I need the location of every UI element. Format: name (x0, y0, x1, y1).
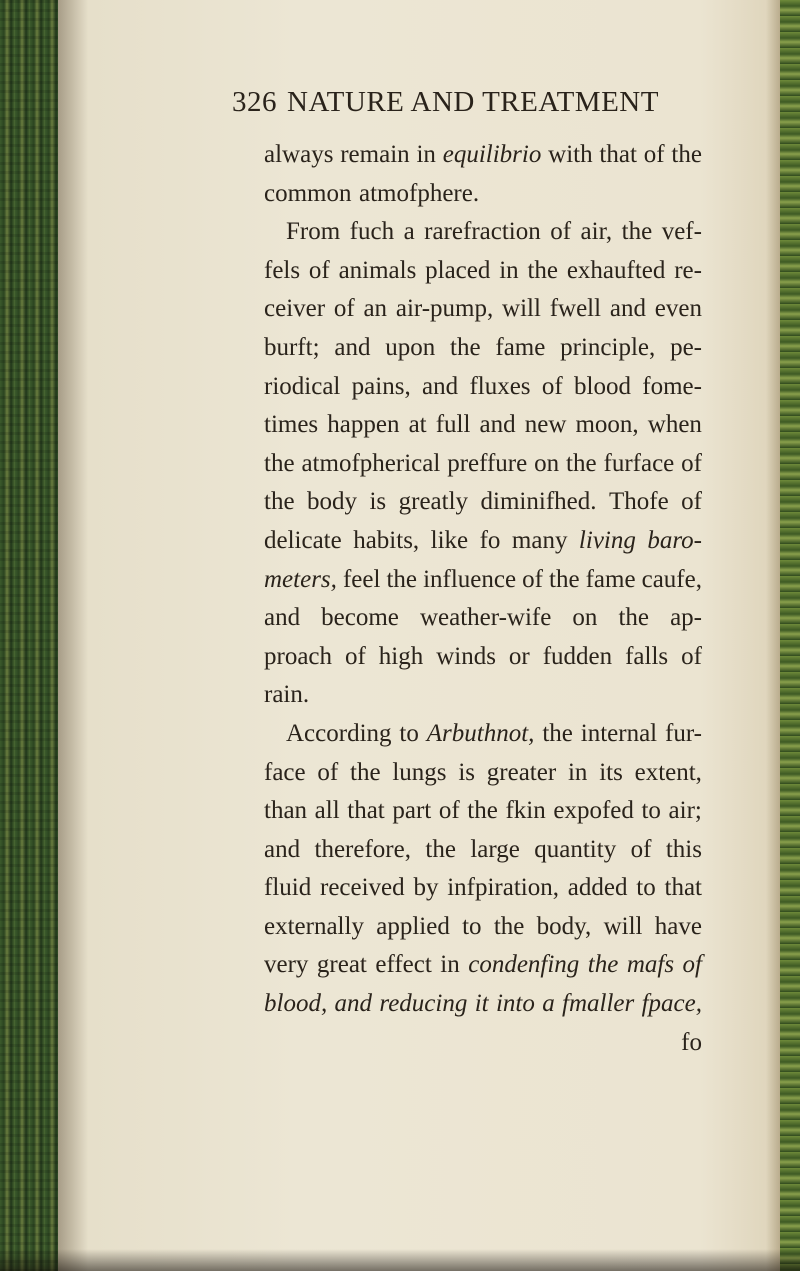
word: is (369, 488, 387, 516)
word: expofed (553, 797, 634, 825)
gutter-shadow (58, 0, 88, 1271)
text-line (264, 175, 702, 214)
word: like (430, 526, 469, 554)
text-line (264, 290, 702, 329)
word: by (413, 874, 439, 902)
word: fwell (549, 295, 602, 323)
word: full (435, 411, 471, 439)
word: face (264, 758, 306, 786)
word: extent, (634, 758, 702, 786)
word: re- (674, 256, 702, 284)
word: that (599, 141, 637, 168)
word: fmaller (562, 990, 635, 1018)
word: atmofphere. (359, 179, 480, 207)
word: furface (603, 449, 675, 477)
text-line (264, 522, 702, 561)
text-line (264, 252, 702, 291)
word: greater (486, 758, 557, 786)
word: fluid (264, 874, 312, 902)
text-line (264, 213, 702, 252)
word: fkin (505, 797, 546, 825)
text-line (264, 908, 702, 947)
word: of (317, 758, 339, 786)
word: common (264, 179, 352, 207)
word: of (438, 797, 460, 825)
word: mafs (626, 951, 675, 979)
text-line (264, 406, 702, 445)
word: Arbuthnot, (426, 719, 535, 747)
text-line (264, 483, 702, 522)
word: feel (342, 565, 381, 593)
word: of (681, 488, 702, 516)
body-text (264, 136, 702, 1062)
word: delicate (264, 526, 342, 554)
word: will (603, 912, 643, 940)
word: exhaufted (566, 256, 666, 284)
word: happen (327, 411, 400, 439)
word: vef- (661, 218, 702, 246)
word: it (474, 990, 489, 1018)
word: and (422, 372, 459, 400)
word: to (399, 719, 419, 747)
word: a (542, 990, 555, 1018)
word: all (314, 797, 340, 825)
word: quantity (534, 835, 617, 863)
word: the (671, 141, 702, 168)
word: greatly (398, 488, 469, 516)
word: preffure (447, 449, 528, 477)
word: its (599, 758, 623, 786)
word: and (609, 295, 646, 323)
word: and (334, 990, 373, 1018)
word: From (286, 218, 341, 246)
word: when (647, 411, 702, 439)
word: the (621, 218, 653, 246)
word: condenfing (468, 951, 580, 979)
word: Thofe (608, 488, 669, 516)
word: very (264, 951, 309, 979)
text-line (264, 638, 702, 677)
word: many (511, 526, 568, 554)
word: high (378, 642, 424, 670)
word: fame (495, 333, 546, 361)
word: reducing (379, 990, 468, 1018)
word: upon (385, 333, 436, 361)
word: placed (425, 256, 491, 284)
text-line (264, 561, 702, 600)
word: of (682, 951, 702, 979)
word: new (524, 411, 567, 439)
word: in (499, 256, 519, 284)
word: living (578, 526, 636, 554)
text-line (264, 599, 702, 638)
word: of (550, 218, 572, 246)
book-binding-edge (0, 0, 58, 1271)
page-number: 326 (232, 86, 277, 118)
text-line (264, 445, 702, 484)
text-line (264, 368, 702, 407)
text-line (264, 676, 702, 715)
word: infpiration, (447, 874, 559, 902)
text-line (264, 869, 702, 908)
word: fur- (665, 719, 702, 747)
word: and (264, 835, 301, 863)
word: equilibrio (442, 141, 542, 168)
word: body, (536, 912, 592, 940)
word: the (542, 719, 573, 747)
word: animals (338, 256, 417, 284)
running-head (232, 86, 659, 119)
word: air; (668, 797, 702, 825)
word: blood (574, 372, 631, 400)
word: pains, (351, 372, 411, 400)
word: remain (340, 141, 410, 168)
word: atmofpherical (301, 449, 441, 477)
text-line (264, 754, 702, 793)
word: times (264, 411, 319, 439)
word: fome- (642, 372, 702, 400)
word: moon, (575, 411, 639, 439)
word: fuch (349, 218, 395, 246)
text-line (264, 329, 702, 368)
word: applied (376, 912, 450, 940)
word: of (681, 449, 702, 477)
word: the (425, 835, 456, 863)
word: fo (681, 1028, 702, 1056)
text-line (264, 715, 702, 754)
word: air-pump, (395, 295, 494, 323)
word: fudden (542, 642, 613, 670)
word: of (681, 642, 702, 670)
word: of (345, 642, 366, 670)
word: in (440, 951, 460, 979)
word: a (403, 218, 415, 246)
word: fels (264, 256, 301, 284)
word: even (654, 295, 702, 323)
word: meters, (264, 565, 337, 593)
word: the (264, 449, 295, 477)
word: in (416, 141, 436, 168)
word: is (458, 758, 475, 786)
text-line (264, 136, 702, 175)
word: the (566, 449, 597, 477)
word: this (665, 835, 702, 863)
word: winds (436, 642, 496, 670)
word: at (408, 411, 427, 439)
word: than (264, 797, 308, 825)
word: influence (423, 565, 517, 593)
text-line (264, 985, 702, 1024)
word: the (587, 951, 619, 979)
word: in (567, 758, 588, 786)
word: ceiver (264, 295, 326, 323)
word: added (567, 874, 628, 902)
word: riodical (264, 372, 341, 400)
word: fo (479, 526, 501, 554)
word: rarefraction (424, 218, 541, 246)
word: that (664, 874, 702, 902)
word: effect (375, 951, 432, 979)
text-line (264, 1024, 702, 1063)
text-line (264, 831, 702, 870)
bottom-shadow (0, 1249, 800, 1271)
word: falls (625, 642, 669, 670)
page-edge-shade (766, 0, 780, 1271)
word: the (386, 565, 418, 593)
word: of (630, 835, 652, 863)
word: to (641, 797, 661, 825)
book-cover-edge (780, 0, 800, 1271)
word: diminifhed. (480, 488, 597, 516)
word: burft; (264, 333, 320, 361)
word: the (493, 912, 525, 940)
word: the (618, 604, 650, 632)
word: principle, (560, 333, 656, 361)
word: large (470, 835, 520, 863)
word: have (654, 912, 702, 940)
word: great (316, 951, 367, 979)
word: and (264, 604, 301, 632)
word: the (467, 797, 498, 825)
word: blood, (264, 990, 328, 1018)
word: caufe, (641, 565, 702, 593)
word: the (527, 256, 558, 284)
word: with (548, 141, 593, 168)
word: an (363, 295, 388, 323)
word: proach (264, 642, 333, 670)
word: to (636, 874, 656, 902)
word: always (264, 141, 334, 168)
text-line (264, 792, 702, 831)
word: internal (580, 719, 658, 747)
word: According (286, 719, 392, 747)
word: fluxes (469, 372, 531, 400)
word: the (350, 758, 381, 786)
word: to (462, 912, 482, 940)
word: the (264, 488, 295, 516)
word: become (321, 604, 399, 632)
word: will (502, 295, 541, 323)
word: ap- (670, 604, 702, 632)
word: and (334, 333, 371, 361)
word: baro- (647, 526, 702, 554)
word: body (307, 488, 358, 516)
word: air, (580, 218, 613, 246)
running-head-title: NATURE AND TREATMENT (287, 86, 659, 118)
word: pe- (670, 333, 702, 361)
word: the (450, 333, 481, 361)
word: the (549, 565, 580, 593)
word: weather-wife (419, 604, 552, 632)
word: of (522, 565, 543, 593)
word: therefore, (314, 835, 411, 863)
word: of (333, 295, 355, 323)
word: fpace, (641, 990, 702, 1018)
word: on (534, 449, 560, 477)
word: fame (585, 565, 636, 593)
word: of (541, 372, 563, 400)
word: and (479, 411, 516, 439)
word: lungs (392, 758, 447, 786)
word: of (308, 256, 330, 284)
word: on (572, 604, 598, 632)
word: habits, (353, 526, 420, 554)
word: into (495, 990, 535, 1018)
word: received (320, 874, 405, 902)
word: of (643, 141, 665, 168)
text-line (264, 946, 702, 985)
word: that (347, 797, 385, 825)
word: part (392, 797, 432, 825)
word: rain. (264, 681, 310, 709)
word: externally (264, 912, 364, 940)
word: or (508, 642, 530, 670)
